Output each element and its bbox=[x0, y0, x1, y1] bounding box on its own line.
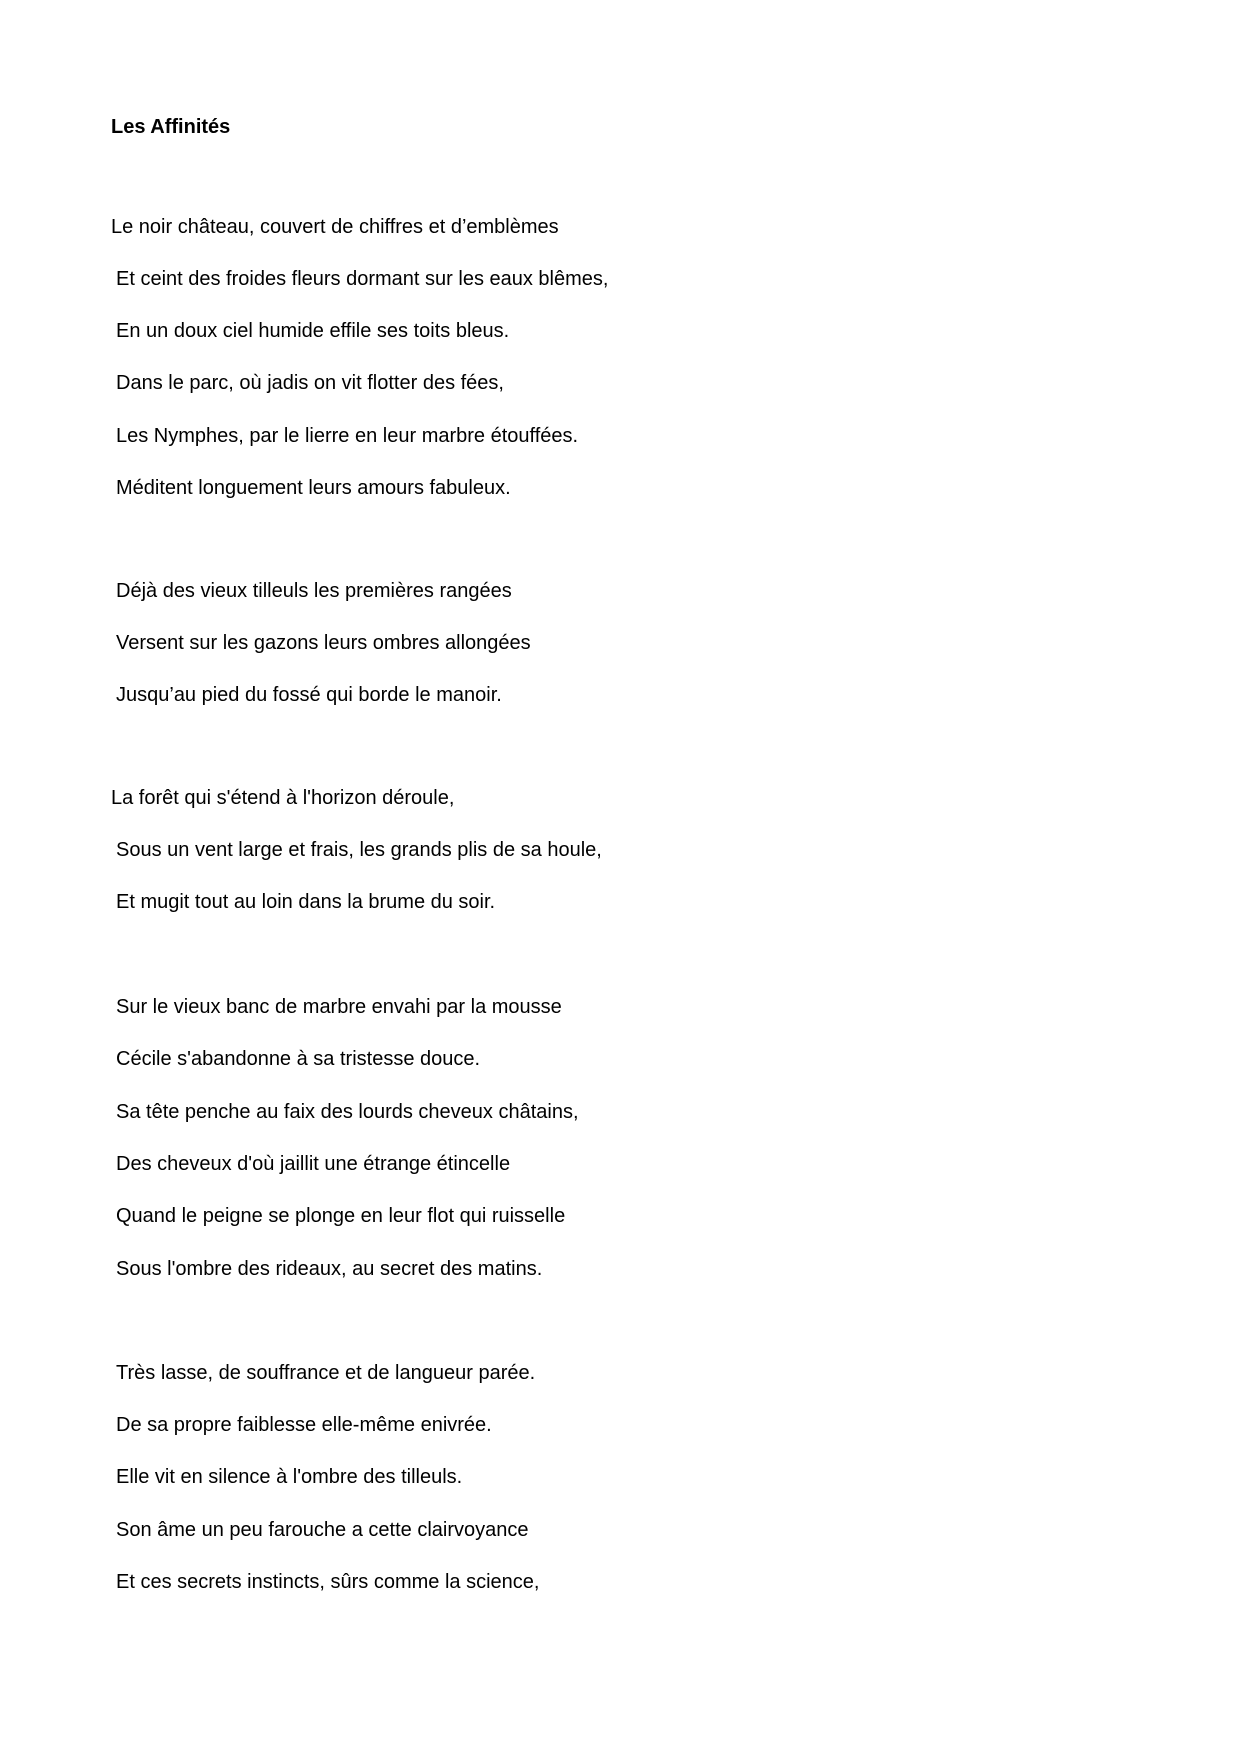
poem-line: Cécile s'abandonne à sa tristesse douce. bbox=[116, 1048, 481, 1070]
poem-line: Sur le vieux banc de marbre envahi par la mousse bbox=[116, 996, 562, 1018]
poem-title: Les Affinités bbox=[111, 116, 231, 138]
poem-line: En un doux ciel humide effile ses toits bleus. bbox=[116, 320, 510, 342]
poem-line: Le noir château, couvert de chiffres et d’emblèmes bbox=[111, 216, 559, 238]
poem-line: Sous l'ombre des rideaux, au secret des matins. bbox=[116, 1258, 543, 1280]
poem-line: Des cheveux d'où jaillit une étrange étincelle bbox=[116, 1153, 511, 1175]
poem-line: Jusqu’au pied du fossé qui borde le manoir. bbox=[116, 684, 502, 706]
poem-line: Méditent longuement leurs amours fabuleux. bbox=[116, 477, 511, 499]
poem-line: Quand le peigne se plonge en leur flot qui ruisselle bbox=[116, 1205, 566, 1227]
poem-line: Les Nymphes, par le lierre en leur marbre étouffées. bbox=[116, 425, 579, 447]
poem-line: Dans le parc, où jadis on vit flotter des fées, bbox=[116, 372, 504, 394]
poem-line: La forêt qui s'étend à l'horizon déroule, bbox=[111, 787, 455, 809]
poem-line: Versent sur les gazons leurs ombres allongées bbox=[116, 632, 531, 654]
poem-line: Et ces secrets instincts, sûrs comme la science, bbox=[116, 1571, 540, 1593]
poem-line: Elle vit en silence à l'ombre des tilleuls. bbox=[116, 1466, 463, 1488]
poem-line: Sous un vent large et frais, les grands plis de sa houle, bbox=[116, 839, 602, 861]
poem-line: Son âme un peu farouche a cette clairvoyance bbox=[116, 1519, 529, 1541]
poem-line: Et ceint des froides fleurs dormant sur les eaux blêmes, bbox=[116, 268, 609, 290]
poem-line: Déjà des vieux tilleuls les premières rangées bbox=[116, 580, 512, 602]
poem-line: Très lasse, de souffrance et de langueur parée. bbox=[116, 1362, 536, 1384]
poem-line: Et mugit tout au loin dans la brume du soir. bbox=[116, 891, 496, 913]
poem-line: De sa propre faiblesse elle-même enivrée. bbox=[116, 1414, 492, 1436]
poem-line: Sa tête penche au faix des lourds cheveux châtains, bbox=[116, 1101, 579, 1123]
